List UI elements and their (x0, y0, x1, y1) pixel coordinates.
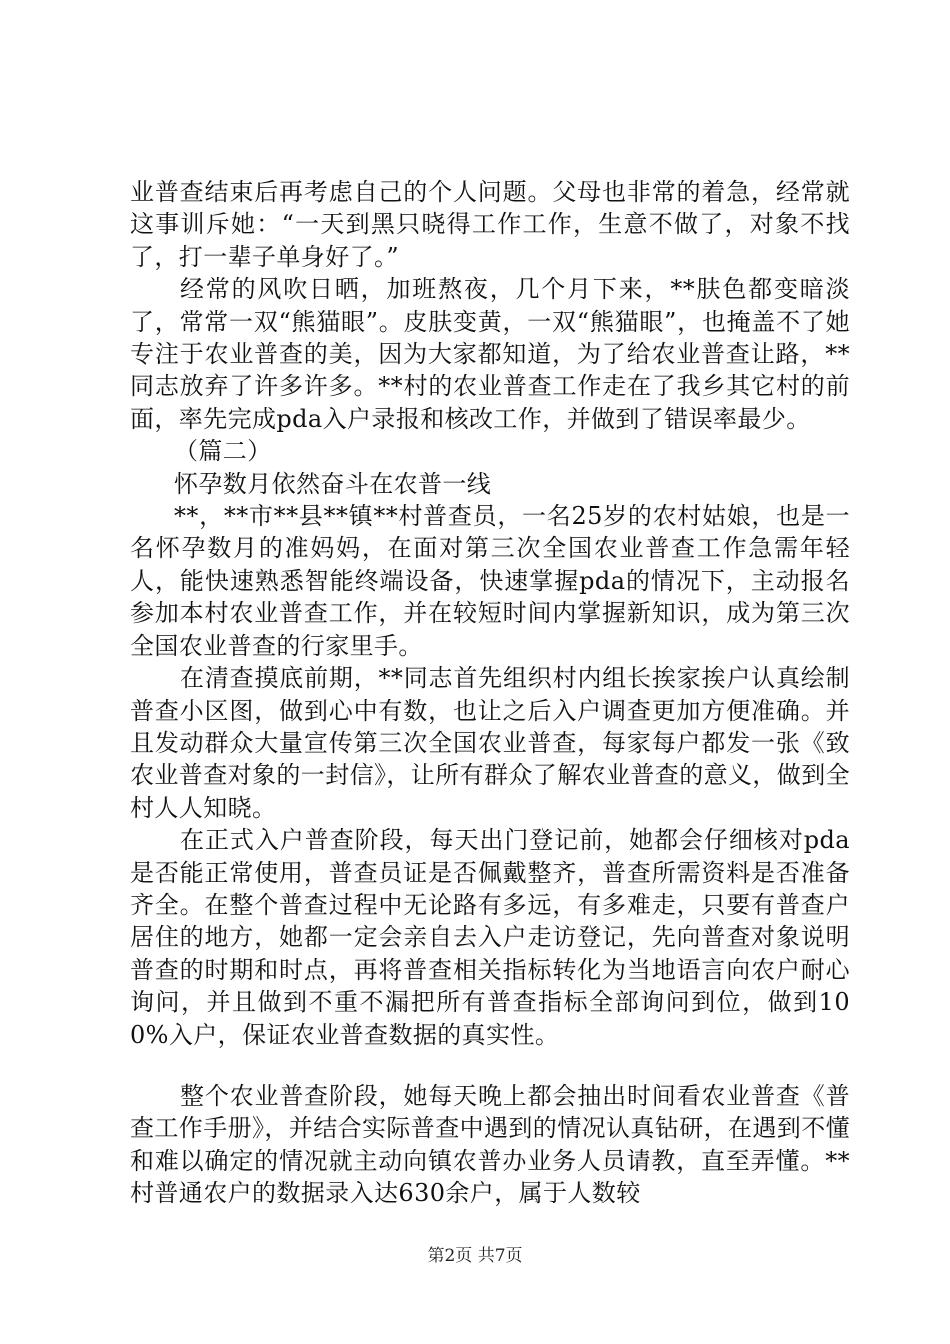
paragraph-formal-survey: 在正式入户普查阶段，每天出门登记前，她都会仔细核对pda是否能正常使用，普查员证是否佩戴整齐，普查所需资料是否准备齐全。在整个普查过程中无论路有多远，有多难走，只要有普查户居住的地方，她都一定会亲自去入户走访登记，先向普查对象说明普查的时期和时点，再将普查相关指标转化为当地语言向农户耐心询问，并且做到不重不漏把所有普查指标全部询问到位，做到100%入户，保证农业普查数据的真实性。 (130, 826, 850, 1049)
paragraph-continuation: 业普查结束后再考虑自己的个人问题。父母也非常的着急，经常就这事训斥她：“一天到黑只晓得工作工作，生意不做了，对象不找了，打一辈子单身好了。” (130, 178, 850, 271)
section-title: 怀孕数月依然奋斗在农普一线 (174, 469, 492, 498)
paragraph-preliminary-survey: 在清查摸底前期，**同志首先组织村内组长挨家挨户认真绘制普查小区图，做到心中有数，也让之后入户调查更加方便准确。并且发动群众大量宣传第三次全国农业普查，每家每户都发一张《致农业普查对象的一封信》，让所有群众了解农业普查的意义，做到全村人人知晓。 (130, 664, 850, 822)
paragraph-hardship: 经常的风吹日晒，加班熬夜，几个月下来，**肤色都变暗淡了，常常一双“熊猫眼”。皮肤变黄，一双“熊猫眼”，也掩盖不了她专注于农业普查的美，因为大家都知道，为了给农业普查让路，**同志放弃了许多许多。**村的农业普查工作走在了我乡其它村的前面，率先完成pda入户录报和核改工作，并做到了错误率最少。 (130, 275, 850, 433)
paragraph-study: 整个农业普查阶段，她每天晚上都会抽出时间看农业普查《普查工作手册》，并结合实际普查中遇到的情况认真钻研，在遇到不懂和难以确定的情况就主动向镇农普办业务人员请教，直至弄懂。**村普通农户的数据录入达630余户，属于人数较 (130, 1081, 850, 1208)
section-label: （篇二） (174, 437, 272, 466)
page-footer: 第2页 共7页 (427, 1246, 523, 1266)
document-body (130, 176, 850, 1210)
paragraph-intro: **，**市**县**镇**村普查员，一名25岁的农村姑娘，也是一名怀孕数月的准妈妈，在面对第三次全国农业普查工作急需年轻人，能快速熟悉智能终端设备，快速掌握pda的情况下，主动报名参加本村农业普查工作，并在较短时间内掌握新知识，成为第三次全国农业普查的行家里手。 (130, 502, 850, 660)
